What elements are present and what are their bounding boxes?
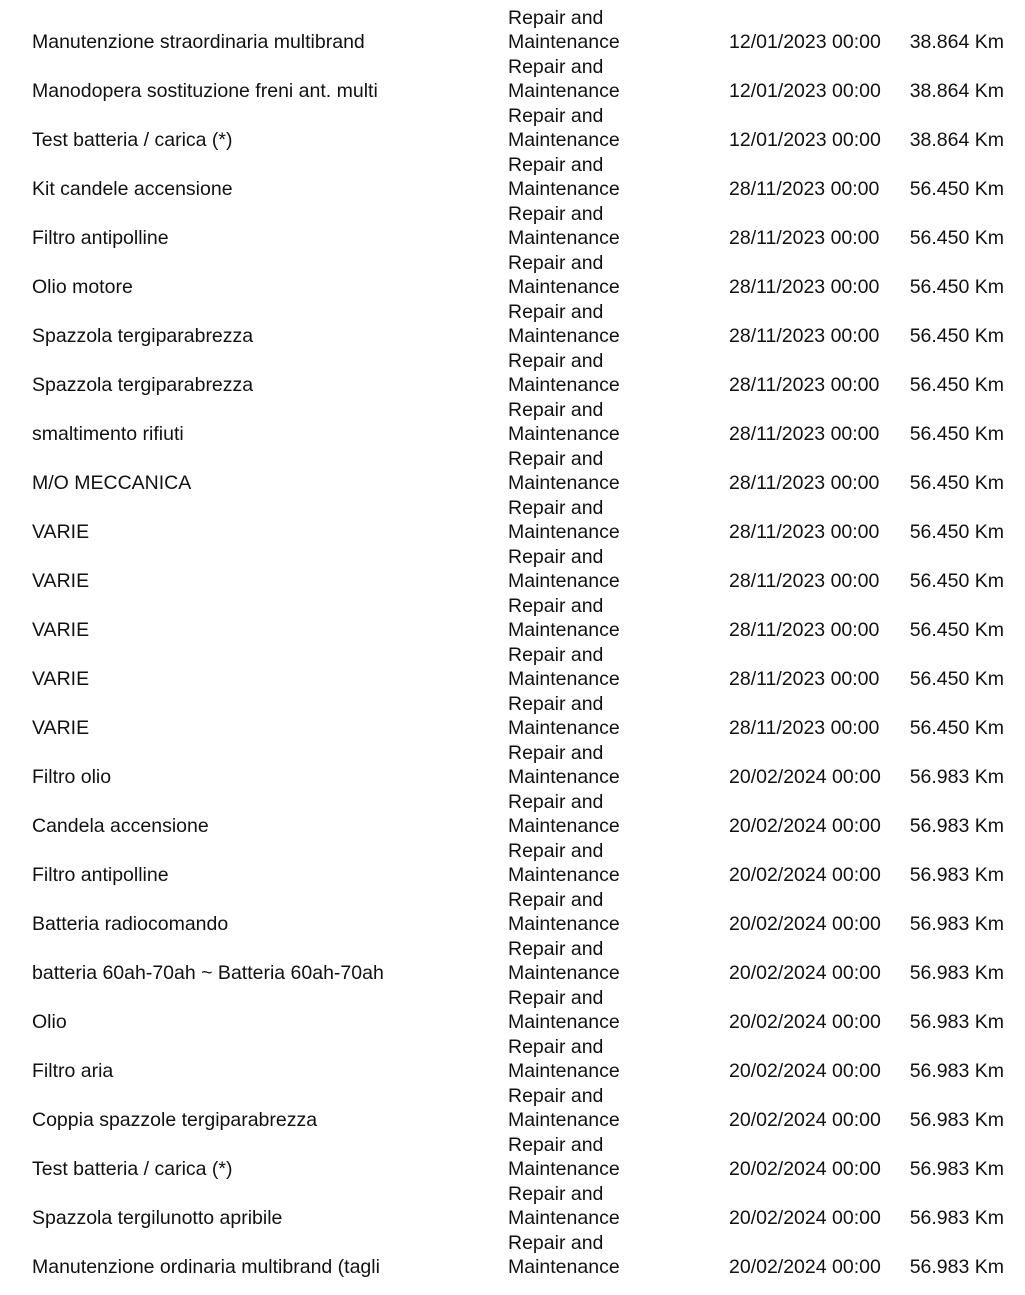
service-category-line-1: Repair and: [508, 252, 604, 274]
service-description: VARIE: [32, 521, 90, 543]
service-mileage: 56.983 Km: [909, 766, 1004, 788]
service-mileage: 56.983 Km: [909, 1207, 1004, 1229]
service-date: 20/02/2024 00:00: [729, 913, 881, 935]
service-description: Spazzola tergiparabrezza: [32, 374, 254, 396]
service-category: [508, 545, 620, 593]
service-mileage: 56.450 Km: [909, 619, 1004, 641]
service-description: VARIE: [32, 668, 90, 690]
service-category-line-1: Repair and: [508, 154, 604, 176]
service-category: [508, 300, 620, 348]
service-description: batteria 60ah-70ah ~ Batteria 60ah-70ah: [32, 962, 384, 984]
service-date: 20/02/2024 00:00: [729, 962, 881, 984]
service-description: Test batteria / carica (*): [32, 129, 233, 151]
service-date: 28/11/2023 00:00: [729, 717, 880, 739]
service-mileage: 56.983 Km: [909, 913, 1004, 935]
table-row: [0, 1133, 1025, 1182]
service-category-line-1: Repair and: [508, 448, 604, 470]
service-date: 28/11/2023 00:00: [729, 619, 880, 641]
table-row: [0, 839, 1025, 888]
table-row: [0, 55, 1025, 104]
service-mileage: 56.450 Km: [909, 570, 1004, 592]
table-row: [0, 202, 1025, 251]
service-category: [508, 1231, 620, 1279]
service-category-line-1: Repair and: [508, 742, 604, 764]
service-mileage: 56.450 Km: [909, 325, 1004, 347]
service-mileage: 56.450 Km: [909, 276, 1004, 298]
service-category: [508, 888, 620, 936]
service-category-line-1: Repair and: [508, 840, 604, 862]
service-category: [508, 55, 620, 103]
service-category-line-1: Repair and: [508, 1036, 604, 1058]
service-category: [508, 1035, 620, 1083]
service-category-line-2: Maintenance: [508, 815, 620, 837]
service-description: VARIE: [32, 570, 90, 592]
service-category-line-2: Maintenance: [508, 129, 620, 151]
service-mileage: 56.450 Km: [909, 521, 1004, 543]
service-date: 20/02/2024 00:00: [729, 1256, 881, 1278]
table-row: [0, 1035, 1025, 1084]
service-category-line-2: Maintenance: [508, 1109, 620, 1131]
service-date: 28/11/2023 00:00: [729, 570, 880, 592]
service-category-line-2: Maintenance: [508, 1011, 620, 1033]
service-category-line-1: Repair and: [508, 203, 604, 225]
table-row: [0, 6, 1025, 55]
service-mileage: 38.864 Km: [909, 80, 1004, 102]
service-category-line-1: Repair and: [508, 1183, 604, 1205]
service-category: [508, 692, 620, 740]
service-mileage: 56.450 Km: [909, 668, 1004, 690]
table-row: [0, 937, 1025, 986]
service-description: Manodopera sostituzione freni ant. multi: [32, 80, 378, 102]
table-row: [0, 692, 1025, 741]
service-category-line-1: Repair and: [508, 1232, 604, 1254]
service-description: Test batteria / carica (*): [32, 1158, 233, 1180]
table-row: [0, 643, 1025, 692]
service-date: 28/11/2023 00:00: [729, 521, 880, 543]
service-category-line-2: Maintenance: [508, 472, 620, 494]
service-category-line-2: Maintenance: [508, 1256, 620, 1278]
table-row: [0, 300, 1025, 349]
service-mileage: 56.983 Km: [909, 1109, 1004, 1131]
table-row: [0, 888, 1025, 937]
service-mileage: 56.450 Km: [909, 374, 1004, 396]
service-date: 28/11/2023 00:00: [729, 227, 880, 249]
service-description: Olio: [32, 1011, 67, 1033]
service-date: 20/02/2024 00:00: [729, 815, 881, 837]
table-row: [0, 104, 1025, 153]
service-category-line-1: Repair and: [508, 301, 604, 323]
service-date: 28/11/2023 00:00: [729, 178, 880, 200]
service-category: [508, 839, 620, 887]
table-row: [0, 398, 1025, 447]
service-mileage: 56.983 Km: [909, 1256, 1004, 1278]
service-date: 28/11/2023 00:00: [729, 472, 880, 494]
service-date: 20/02/2024 00:00: [729, 1158, 881, 1180]
service-mileage: 38.864 Km: [909, 129, 1004, 151]
service-category: [508, 104, 620, 152]
service-category-line-2: Maintenance: [508, 31, 620, 53]
service-description: Filtro antipolline: [32, 227, 169, 249]
service-date: 12/01/2023 00:00: [729, 129, 881, 151]
service-category: [508, 1182, 620, 1230]
service-category: [508, 1133, 620, 1181]
service-description: Spazzola tergiparabrezza: [32, 325, 254, 347]
service-category-line-2: Maintenance: [508, 325, 620, 347]
table-row: [0, 741, 1025, 790]
service-mileage: 38.864 Km: [909, 31, 1004, 53]
service-date: 28/11/2023 00:00: [729, 276, 880, 298]
service-category-line-1: Repair and: [508, 350, 604, 372]
table-row: [0, 496, 1025, 545]
table-row: [0, 251, 1025, 300]
service-description: Coppia spazzole tergiparabrezza: [32, 1109, 318, 1131]
service-category: [508, 1084, 620, 1132]
service-category-line-1: Repair and: [508, 7, 604, 29]
service-mileage: 56.450 Km: [909, 472, 1004, 494]
service-category-line-1: Repair and: [508, 546, 604, 568]
service-description: Spazzola tergilunotto apribile: [32, 1207, 283, 1229]
service-date: 28/11/2023 00:00: [729, 325, 880, 347]
table-row: [0, 1231, 1025, 1280]
service-date: 20/02/2024 00:00: [729, 1207, 881, 1229]
service-category-line-2: Maintenance: [508, 864, 620, 886]
table-row: [0, 790, 1025, 839]
service-description: Manutenzione straordinaria multibrand: [32, 31, 365, 53]
service-category-line-1: Repair and: [508, 105, 604, 127]
service-category-line-1: Repair and: [508, 693, 604, 715]
service-mileage: 56.983 Km: [909, 1011, 1004, 1033]
service-category-line-1: Repair and: [508, 595, 604, 617]
service-description: M/O MECCANICA: [32, 472, 192, 494]
service-date: 28/11/2023 00:00: [729, 374, 880, 396]
service-category-line-2: Maintenance: [508, 276, 620, 298]
service-category-line-1: Repair and: [508, 497, 604, 519]
service-category-line-2: Maintenance: [508, 521, 620, 543]
service-category-line-1: Repair and: [508, 987, 604, 1009]
table-row: [0, 349, 1025, 398]
service-mileage: 56.983 Km: [909, 1158, 1004, 1180]
service-description: Manutenzione ordinaria multibrand (tagli: [32, 1256, 380, 1278]
table-row: [0, 1084, 1025, 1133]
service-category-line-2: Maintenance: [508, 1207, 620, 1229]
service-category-line-1: Repair and: [508, 1134, 604, 1156]
service-category: [508, 741, 620, 789]
service-category-line-2: Maintenance: [508, 668, 620, 690]
service-category-line-2: Maintenance: [508, 178, 620, 200]
table-row: [0, 1182, 1025, 1231]
service-category: [508, 349, 620, 397]
service-date: 20/02/2024 00:00: [729, 1060, 881, 1082]
service-description: Olio motore: [32, 276, 133, 298]
service-category: [508, 398, 620, 446]
service-mileage: 56.450 Km: [909, 423, 1004, 445]
service-description: VARIE: [32, 619, 90, 641]
service-description: Batteria radiocomando: [32, 913, 229, 935]
table-row: [0, 545, 1025, 594]
service-date: 28/11/2023 00:00: [729, 423, 880, 445]
service-description: smaltimento rifiuti: [32, 423, 184, 445]
service-category-line-2: Maintenance: [508, 766, 620, 788]
service-date: 20/02/2024 00:00: [729, 1011, 881, 1033]
service-mileage: 56.983 Km: [909, 1060, 1004, 1082]
service-description: Filtro olio: [32, 766, 112, 788]
service-category-line-2: Maintenance: [508, 619, 620, 641]
service-category-line-2: Maintenance: [508, 1158, 620, 1180]
service-category-line-2: Maintenance: [508, 374, 620, 396]
service-mileage: 56.983 Km: [909, 815, 1004, 837]
service-date: 20/02/2024 00:00: [729, 1109, 881, 1131]
service-history-table: [0, 6, 1025, 1280]
service-category-line-2: Maintenance: [508, 423, 620, 445]
service-date: 20/02/2024 00:00: [729, 864, 881, 886]
service-category-line-2: Maintenance: [508, 80, 620, 102]
service-category: [508, 643, 620, 691]
service-category-line-2: Maintenance: [508, 717, 620, 739]
service-mileage: 56.450 Km: [909, 717, 1004, 739]
service-date: 20/02/2024 00:00: [729, 766, 881, 788]
service-category-line-1: Repair and: [508, 791, 604, 813]
service-category-line-2: Maintenance: [508, 962, 620, 984]
service-category: [508, 986, 620, 1034]
service-date: 12/01/2023 00:00: [729, 31, 881, 53]
service-date: 28/11/2023 00:00: [729, 668, 880, 690]
table-row: [0, 986, 1025, 1035]
service-description: VARIE: [32, 717, 90, 739]
service-category-line-1: Repair and: [508, 399, 604, 421]
service-category: [508, 496, 620, 544]
table-row: [0, 594, 1025, 643]
service-date: 12/01/2023 00:00: [729, 80, 881, 102]
service-category-line-2: Maintenance: [508, 1060, 620, 1082]
service-description: Filtro antipolline: [32, 864, 169, 886]
service-category-line-1: Repair and: [508, 1085, 604, 1107]
service-category-line-1: Repair and: [508, 56, 604, 78]
service-description: Filtro aria: [32, 1060, 114, 1082]
service-category-line-1: Repair and: [508, 938, 604, 960]
service-mileage: 56.450 Km: [909, 227, 1004, 249]
service-category-line-2: Maintenance: [508, 913, 620, 935]
service-category: [508, 251, 620, 299]
service-category: [508, 937, 620, 985]
service-category: [508, 790, 620, 838]
service-category-line-2: Maintenance: [508, 227, 620, 249]
service-mileage: 56.450 Km: [909, 178, 1004, 200]
service-description: Kit candele accensione: [32, 178, 233, 200]
service-category: [508, 6, 620, 54]
table-row: [0, 447, 1025, 496]
service-category-line-2: Maintenance: [508, 570, 620, 592]
service-category-line-1: Repair and: [508, 644, 604, 666]
service-description: Candela accensione: [32, 815, 209, 837]
service-category: [508, 447, 620, 495]
service-category-line-1: Repair and: [508, 889, 604, 911]
service-category: [508, 202, 620, 250]
service-category: [508, 594, 620, 642]
service-mileage: 56.983 Km: [909, 864, 1004, 886]
service-mileage: 56.983 Km: [909, 962, 1004, 984]
table-row: [0, 153, 1025, 202]
service-category: [508, 153, 620, 201]
